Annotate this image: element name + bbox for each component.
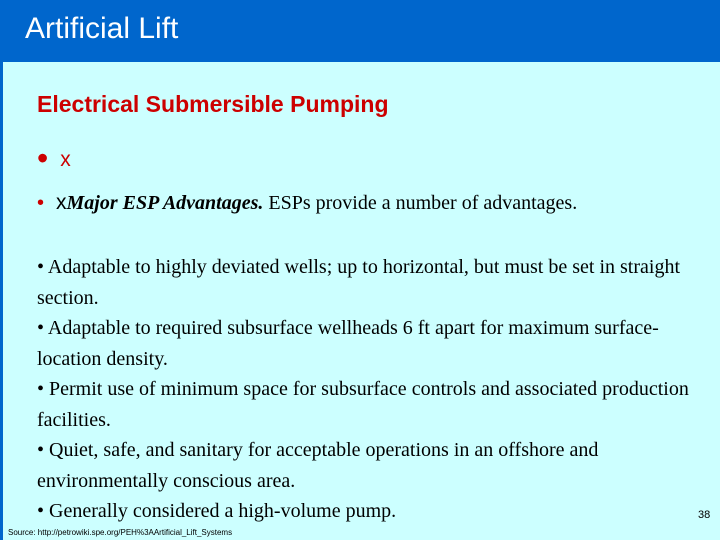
advantages-list: [37, 252, 713, 527]
page-number: 38: [698, 509, 711, 521]
advantages-lead: Major ESP Advantages.: [66, 192, 264, 214]
advantage-item: • Permit use of minimum space for subsurface controls and associated production facilities.: [37, 378, 689, 431]
bullet-x-text: x: [60, 148, 71, 171]
advantages-intro: [37, 191, 577, 215]
advantage-item: • Generally considered a high-volume pump.: [37, 500, 397, 522]
source-link[interactable]: Source: http://petrowiki.spe.org/PEH%3AArtificial_Lift_Systems: [8, 528, 233, 537]
advantage-item: • Quiet, safe, and sanitary for acceptable operations in an offshore and environmentally conscious area.: [37, 439, 599, 492]
bullet-x-line: [37, 140, 71, 177]
advantage-item: • Adaptable to highly deviated wells; up to horizontal, but must be set in straight section.: [37, 256, 681, 309]
bullet-icon: •: [37, 140, 49, 176]
advantages-text: ESPs provide a number of advantages.: [263, 192, 578, 214]
slide-subtitle: Electrical Submersible Pumping: [37, 91, 389, 117]
bullet-icon: •: [37, 192, 45, 214]
title-bar: [0, 0, 720, 62]
slide-title: Artificial Lift: [25, 12, 179, 45]
left-rule: [0, 62, 3, 540]
advantage-item: • Adaptable to required subsurface wellheads 6 ft apart for maximum surface-location density.: [37, 317, 659, 370]
advantages-marker: x: [56, 191, 67, 214]
